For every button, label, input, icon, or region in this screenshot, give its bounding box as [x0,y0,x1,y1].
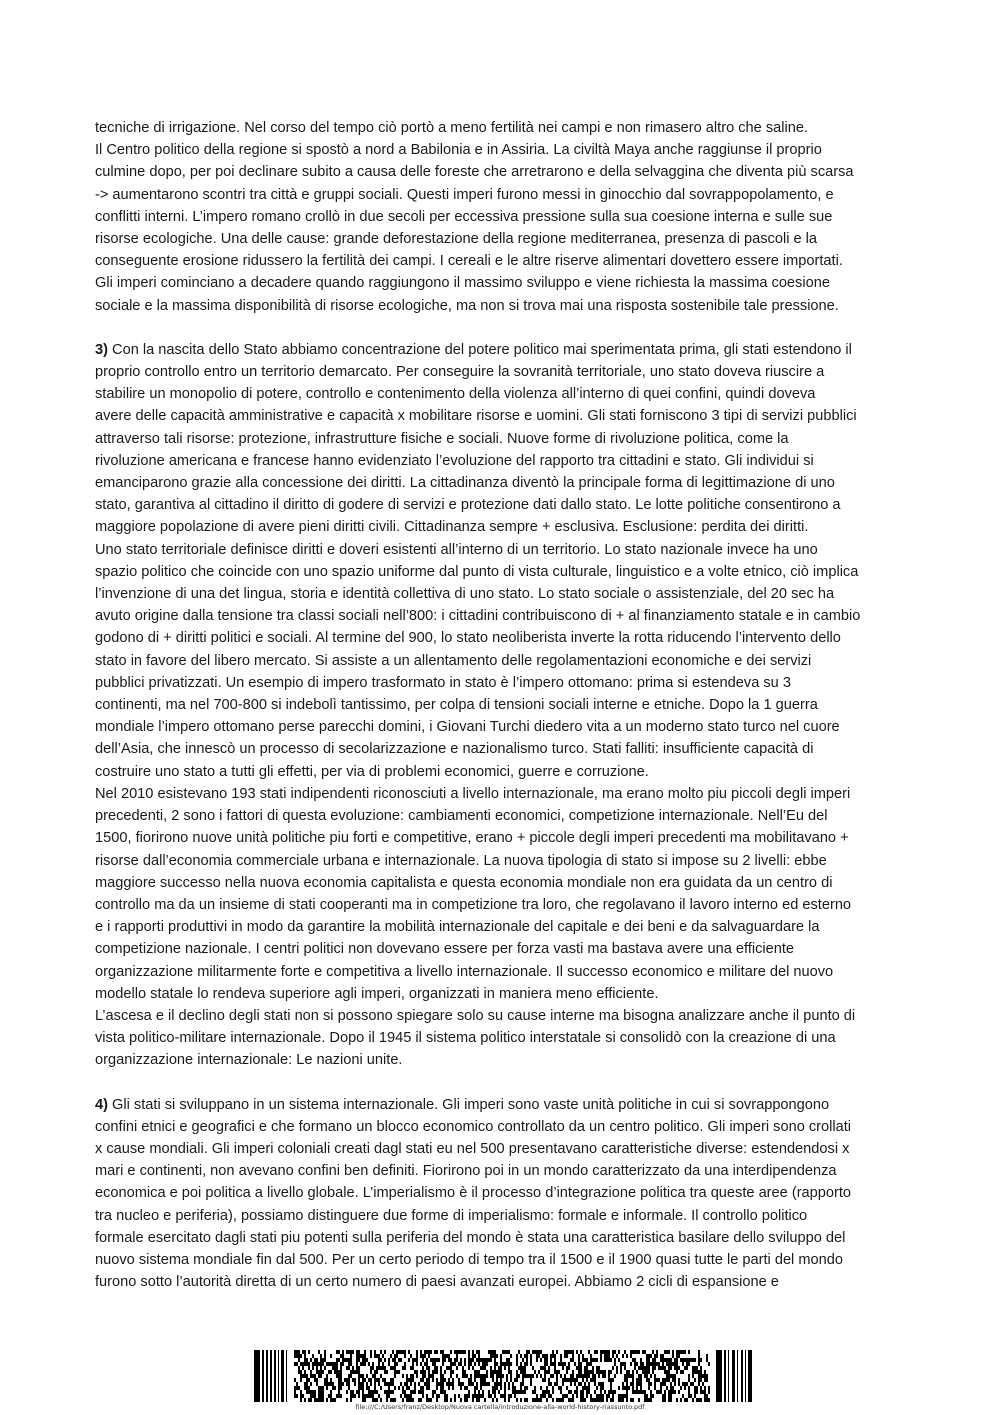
line: sociale e la massima disponibilità di risorse ecologiche, ma non si trova mai una risposta sostenibile tale pressione. [95,297,839,314]
line: confini etnici e geografici e che formano un blocco economico controllato da un centro politico. Gli imperi sono crollati [95,1118,852,1135]
line: e i rapporti produttivi in modo da garantire la mobilità internazionale del capitale e dei beni e da salvaguardare la [95,919,820,936]
line: vista politico-militare internazionale. Dopo il 1945 il sistema politico interstatale si consolidò con la creazione di una [95,1030,836,1047]
line: l’invenzione di una det lingua, storia e identità collettiva di uno stato. Lo stato sociale o assistenziale, del 20 sec ha [95,586,835,603]
line: Gli stati si sviluppano in un sistema internazionale. Gli imperi sono vaste unità politiche in cui si sovrappongono [107,1096,830,1113]
line: stato, garantiva al cittadino il diritto di godere di servizi e protezione dati dallo stato. Le lotte politiche consentirono a [95,497,841,514]
line: tecniche di irrigazione. Nel corso del tempo ciò portò a meno fertilità nei campi e non rimasero altro che saline. [95,120,809,136]
line: avuto origine dalla tensione tra classi sociali nell’800: i cittadini contribuiscono di + al finanziamento statale e in cambio [95,608,861,625]
line: L’ascesa e il declino degli stati non si possono spiegare solo su cause interne ma bisogna analizzare anche il punto di [95,1007,856,1024]
line: rivoluzione americana e francese hanno evidenziato l’evoluzione del rapporto tra cittadini e stato. Gli individui si [95,452,814,469]
line: attraverso tali risorse: protezione, infrastrutture fisiche e sociali. Nuove forme di rivoluzione politica, come la [95,430,789,447]
line: furono sotto l’autorità diretta di un certo numero di paesi avanzati europei. Abbiamo 2 cicli di espansione e [95,1274,779,1291]
line: proprio controllo entro un territorio demarcato. Per conseguire la sovranità territoriale, uno stato doveva riuscire a [95,364,825,381]
line: dell’Asia, che innescò un processo di secolarizzazione e nazionalismo turco. Stati falliti: insufficiente capacità di [95,741,814,758]
line: spazio politico che coincide con uno spazio uniforme dal punto di vista culturale, linguistico e a volte etnico, ciò implica [95,563,859,580]
line: nuovo sistema mondiale fin dal 500. Per un certo periodo di tempo tra il 1500 e il 1900 quasi tutte le parti del mondo [95,1251,843,1268]
line: competizione nazionale. I centri politici non dovevano essere per forza vasti ma bastava avere una efficiente [95,941,795,958]
line: conflitti interni. L’impero romano crollò in due secoli per eccessiva pressione sulla sua coesione interna e sulle sue [95,208,833,225]
paragraph-section-3 [95,339,915,1072]
line: Gli imperi cominciano a decadere quando raggiungono il massimo sviluppo e viene richiesta la massima coesione [95,275,830,292]
paragraph-section-4 [95,1094,915,1294]
document-body [95,117,915,1293]
line: pubblici privatizzati. Un esempio di impero trasformato in stato è l’impero ottomano: prima si estendeva su 3 [95,674,791,691]
line: risorse dall’economia commerciale urbana e internazionale. La nuova tipologia di stato si impose su 2 livelli: ebbe [95,852,827,869]
pdf417-barcode-icon [254,1350,754,1402]
line: maggiore popolazione di avere pieni diritti civili. Cittadinanza sempre + esclusiva. Esclusione: perdita dei diritti. [95,519,809,536]
line: risorse ecologiche. Una delle cause: grande deforestazione della regione mediterranea, presenza di pascoli e la [95,231,818,248]
line: organizzazione militarmente forte e competitiva a livello internazionale. Il successo economico e militare del nuovo [95,963,834,980]
line: mondiale l’impero ottomano perse parecchi domini, i Giovani Turchi diedero vita a un moderno stato turco nel cuore [95,719,840,736]
line: emanciparono grazie alla concessione dei diritti. La cittadinanza diventò la principale forma di legittimazione di uno [95,475,835,492]
file-path: file:///C:/Users/franz/Desktop/Nuova cartella/introduzione-alla-world-history-riassunto.pdf [355,1403,645,1411]
line: costruire uno stato a tutti gli effetti, per via di problemi economici, guerre e corruzione. [95,763,649,780]
line: Il Centro politico della regione si spostò a nord a Babilonia e in Assiria. La civiltà Maya anche raggiunse il proprio [95,142,822,159]
line: avere delle capacità amministrative e capacità x mobilitare risorse e uomini. Gli stati forniscono 3 tipi di servizi pubblici [95,408,857,425]
section-number: 3) [95,341,108,358]
page-footer [0,1350,1000,1415]
line: 1500, fiorirono nuove unità politiche piu forti e competitive, erano + piccole degli imperi precedenti ma mobilitavano + [95,830,849,847]
line: x cause mondiali. Gli imperi coloniali creati dagl stati eu nel 500 presentavano caratteristiche diverse: estendendosi x [95,1140,850,1157]
line: economica e poi politica a livello globale. L’imperialismo è il processo d’integrazione politica tra queste aree (rapporto [95,1185,852,1202]
line: tra nucleo e periferia), possiamo distinguere due forme di imperialismo: formale e informale. Il controllo politico [95,1207,808,1224]
line: organizzazione internazionale: Le nazioni unite. [95,1052,403,1069]
line: Con la nascita dello Stato abbiamo concentrazione del potere politico mai sperimentata prima, gli stati estendono il [107,341,852,358]
line: Nel 2010 esistevano 193 stati indipendenti riconosciuti a livello internazionale, ma erano molto piu piccoli degli imperi [95,785,851,802]
line: Uno stato territoriale definisce diritti e doveri esistenti all’interno di un territorio. Lo stato nazionale invece ha uno [95,541,818,558]
line: stato in favore del libero mercato. Si assiste a un allentamento delle regolamentazioni economiche e dei servizi [95,652,812,669]
line: conseguente erosione ridussero la fertilità dei campi. I cereali e le altre riserve alimentari dovettero essere importati. [95,253,843,270]
line: continenti, ma nel 700-800 si indebolì tantissimo, per colpa di tensioni sociali interne e etniche. Dopo la 1 guerra [95,697,818,714]
line: godono di + diritti politici e sociali. Al termine del 900, lo stato neoliberista inverte la rotta riducendo l’intervento dello [95,630,841,647]
line: stabilire un monopolio di potere, controllo e contenimento della violenza all’interno di quei confini, quindi doveva [95,386,816,403]
line: precedenti, 2 sono i fattori di questa evoluzione: cambiamenti economici, competizione internazionale. Nell’Eu del [95,808,828,825]
section-number: 4) [95,1096,108,1113]
paragraph-intro [95,117,915,317]
line: culmine dopo, per poi declinare subito a causa delle foreste che arretrarono e della selvaggina che diventa più scarsa [95,164,854,181]
line: mari e continenti, non avevano confini ben definiti. Fiorirono poi in un mondo caratterizzato da una interdipendenza [95,1163,837,1180]
line: formale esercitato dagli stati piu potenti sulla periferia del mondo è stata una caratteristica basilare dello sviluppo del [95,1229,846,1246]
line: maggiore successo nella nuova economia capitalista e questa economia mondiale non era guidata da un centro di [95,874,833,891]
line: modello statale lo rendeva superiore agli imperi, organizzati in maniera meno efficiente. [95,985,659,1002]
line: controllo ma da un insieme di stati cooperanti ma in competizione tra loro, che regolavano il lavoro interno ed esterno [95,896,852,913]
line: -> aumentarono scontri tra città e gruppi sociali. Questi imperi furono messi in ginocchio dal sovrappopolamento, e [95,186,834,203]
